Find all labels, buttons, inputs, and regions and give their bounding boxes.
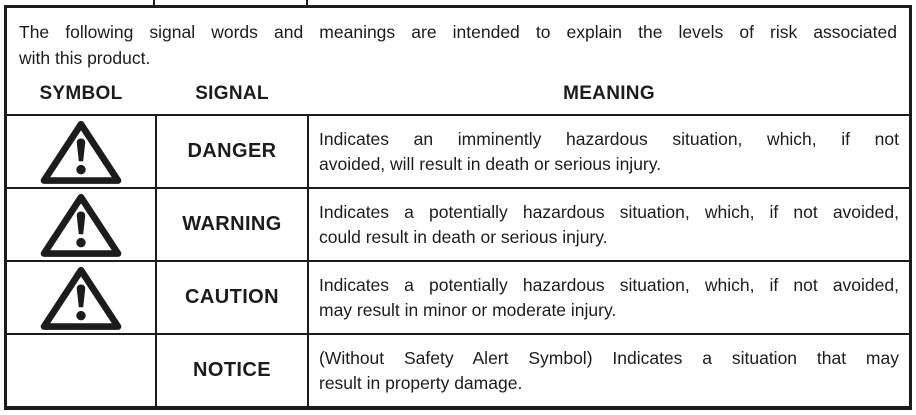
meaning-line-1: (Without Safety Alert Symbol) Indicates a situation that may xyxy=(319,347,899,368)
meaning-text xyxy=(309,127,909,177)
meaning-line-2: result in property damage. xyxy=(319,372,523,393)
column-header-meaning: MEANING xyxy=(563,83,655,104)
table-row-caution xyxy=(7,260,909,333)
intro-line-1: The following signal words and meanings are intended to explain the levels of risk associated xyxy=(19,22,897,42)
symbol-cell xyxy=(7,262,155,333)
meaning-line-1: Indicates a potentially hazardous situation, which, if not avoided, xyxy=(319,201,899,222)
meaning-cell xyxy=(309,335,909,406)
table-row-danger xyxy=(7,114,909,187)
column-headers xyxy=(7,83,909,105)
symbol-cell-empty xyxy=(7,335,155,406)
meaning-text xyxy=(309,200,909,250)
symbol-cell xyxy=(7,116,155,187)
meaning-text xyxy=(309,346,909,396)
signal-word: CAUTION xyxy=(155,262,309,333)
table-row-notice xyxy=(7,333,909,406)
meaning-cell xyxy=(309,189,909,260)
table-header-band xyxy=(7,8,909,114)
column-header-symbol: SYMBOL xyxy=(39,83,123,104)
signal-word: DANGER xyxy=(155,116,309,187)
meaning-line-2: may result in minor or moderate injury. xyxy=(319,299,617,320)
signal-word: NOTICE xyxy=(155,335,309,406)
meaning-line-1: Indicates an imminently hazardous situation, which, if not xyxy=(319,128,899,149)
meaning-text xyxy=(309,273,909,323)
safety-alert-triangle-icon xyxy=(39,193,123,257)
signal-word: WARNING xyxy=(155,189,309,260)
meaning-cell xyxy=(309,116,909,187)
meaning-cell xyxy=(309,262,909,333)
intro-paragraph xyxy=(7,8,909,71)
meaning-line-2: avoided, will result in death or serious injury. xyxy=(319,153,662,174)
meaning-line-1: Indicates a potentially hazardous situation, which, if not avoided, xyxy=(319,274,899,295)
symbol-cell xyxy=(7,189,155,260)
safety-alert-triangle-icon xyxy=(39,266,123,330)
table-row-warning xyxy=(7,187,909,260)
signal-words-table xyxy=(4,5,912,410)
meaning-line-2: could result in death or serious injury. xyxy=(319,226,608,247)
safety-alert-triangle-icon xyxy=(39,120,123,184)
intro-line-2: with this product. xyxy=(19,48,151,68)
column-header-signal: SIGNAL xyxy=(195,83,269,104)
